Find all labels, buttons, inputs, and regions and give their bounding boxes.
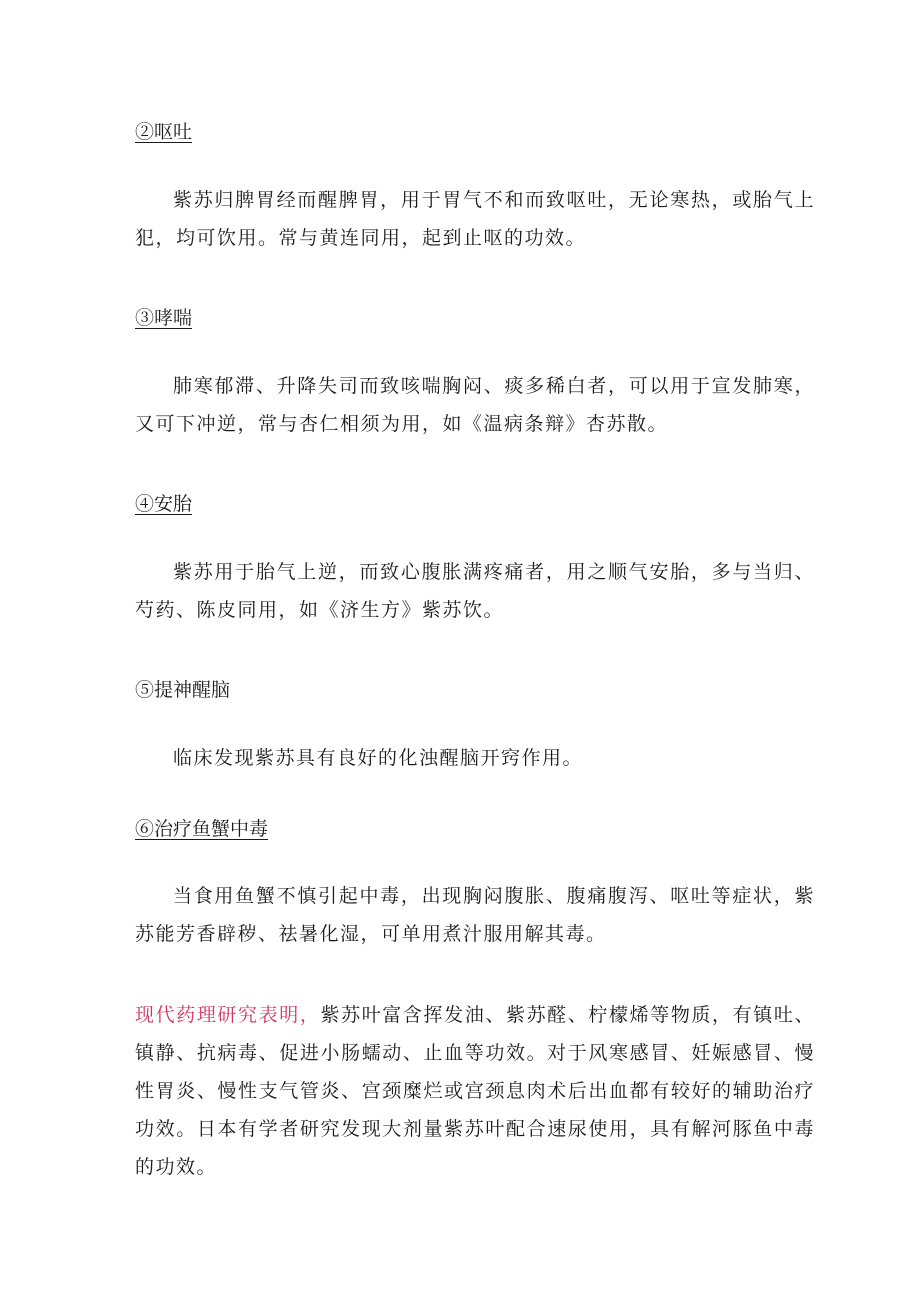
section-heading-poisoning: ⑥治疗鱼蟹中毒 bbox=[135, 818, 269, 840]
section-body-refresh: 临床发现紫苏具有良好的化浊醒脑开窍作用。 bbox=[173, 747, 584, 769]
modern-pharmacology-lead: 现代药理研究表明， bbox=[135, 1004, 321, 1026]
section-body-vomiting: 紫苏归脾胃经而醒脾胃，用于胃气不和而致呕吐，无论寒热，或胎气上犯，均可饮用。常与黄连同用，起到止呕的功效。 bbox=[135, 189, 815, 249]
section-body-asthma: 肺寒郁滞、升降失司而致咳喘胸闷、痰多稀白者，可以用于宣发肺寒，又可下冲逆，常与杏仁相须为用，如《温病条辩》杏苏散。 bbox=[135, 375, 815, 435]
section-body-poisoning: 当食用鱼蟹不慎引起中毒，出现胸闷腹胀、腹痛腹泻、呕吐等症状，紫苏能芳香辟秽、祛暑化湿，可单用煮汁服用解其毒。 bbox=[135, 885, 815, 945]
modern-pharmacology-text: 紫苏叶富含挥发油、紫苏醛、柠檬烯等物质，有镇吐、镇静、抗病毒、促进小肠蠕动、止血等功效。对于风寒感冒、妊娠感冒、慢性胃炎、慢性支气管炎、宫颈糜烂或宫颈息肉术后出血都有较好的辅助治疗功效。日本有学者研究发现大剂量紫苏叶配合速尿使用，具有解河豚鱼中毒的功效。 bbox=[135, 1004, 815, 1178]
modern-pharmacology-paragraph bbox=[135, 996, 815, 1186]
section-heading-asthma: ③哮喘 bbox=[135, 307, 193, 329]
section-body-pregnancy: 紫苏用于胎气上逆，而致心腹胀满疼痛者，用之顺气安胎，多与当归、芍药、陈皮同用，如《济生方》紫苏饮。 bbox=[135, 561, 815, 621]
section-heading-vomiting: ②呕吐 bbox=[135, 121, 193, 143]
section-heading-pregnancy: ④安胎 bbox=[135, 493, 193, 515]
section-heading-refresh: ⑤提神醒脑 bbox=[135, 679, 231, 701]
